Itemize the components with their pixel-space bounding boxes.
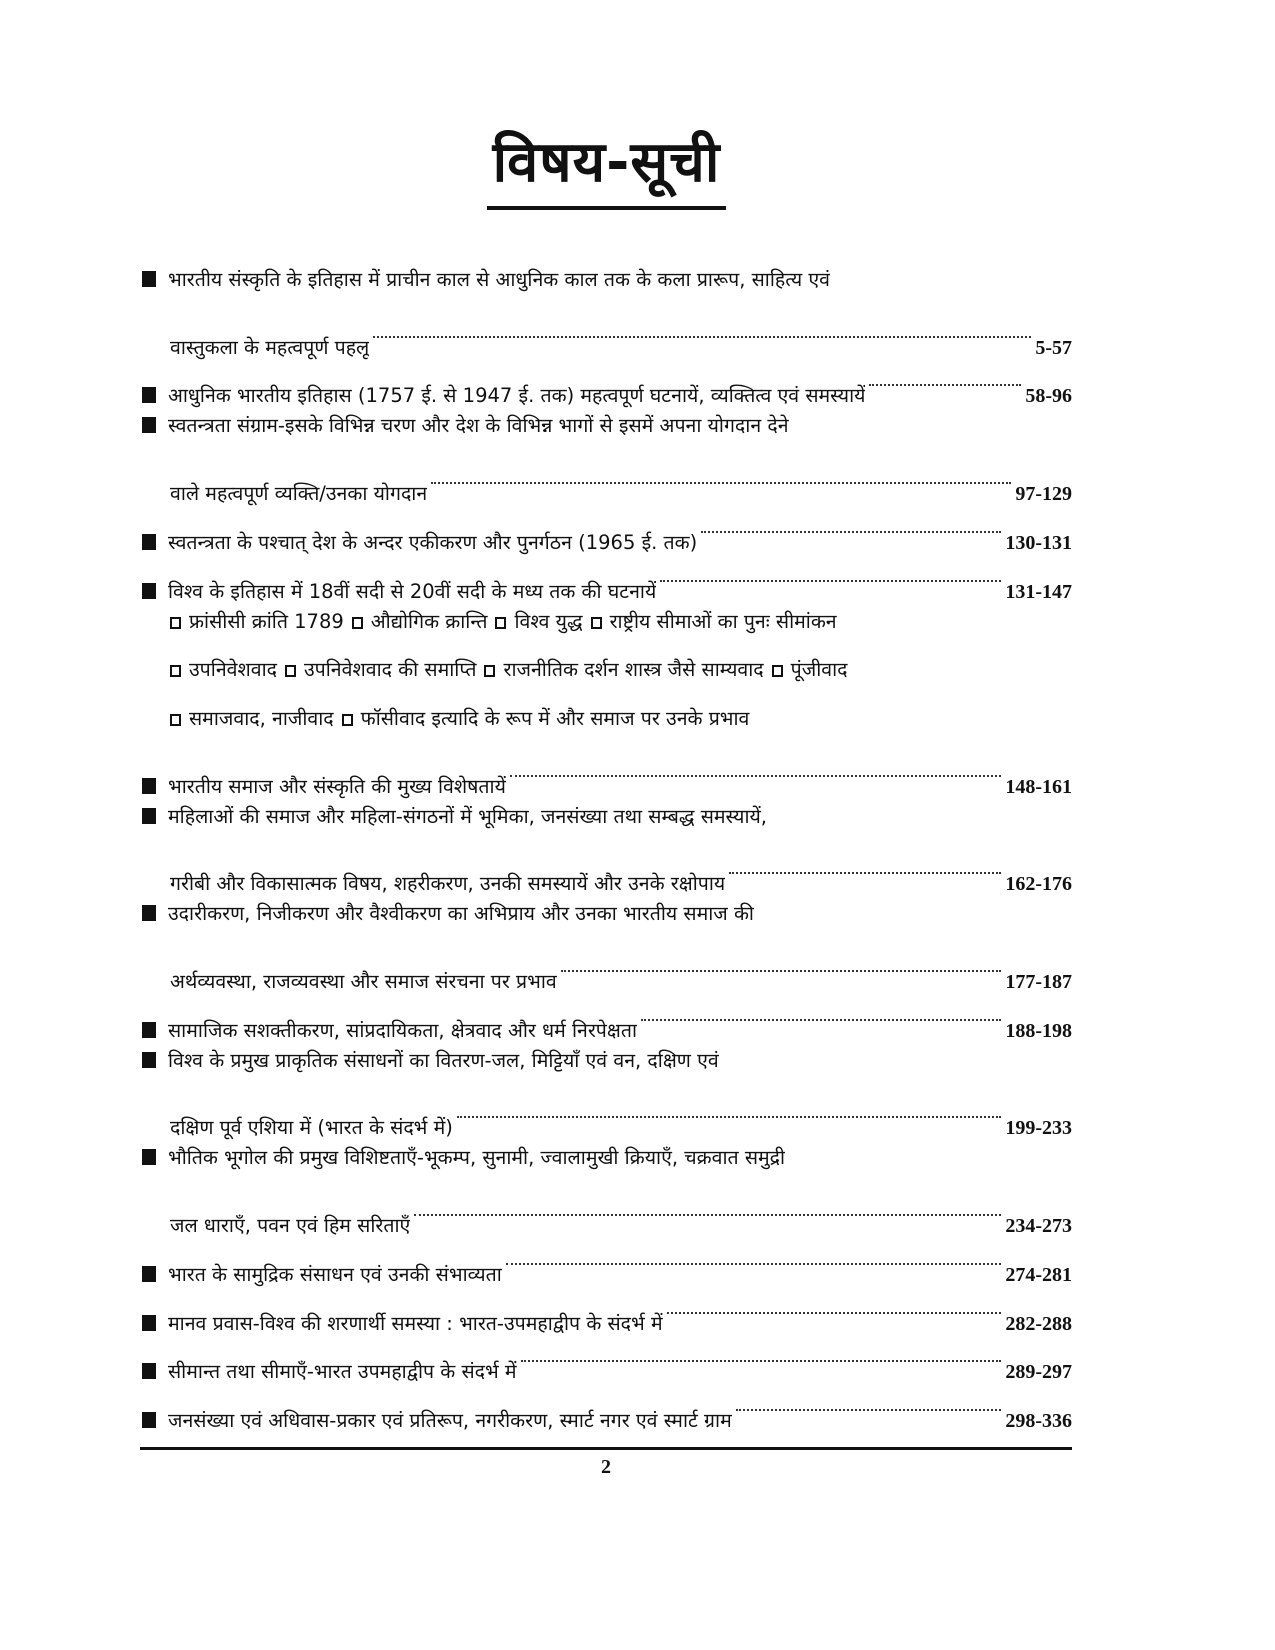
hollow-square-icon	[495, 617, 506, 629]
toc-entry-text: भारत के सामुद्रिक संसाधन एवं उनकी संभाव्यता	[168, 1262, 502, 1286]
toc-entry-text: स्वतन्त्रता संग्राम-इसके विभिन्न चरण और देश के विभिन्न भागों से इसमें अपना योगदान देने	[168, 414, 789, 438]
subtopic-item	[772, 646, 848, 695]
subtopic-item	[591, 598, 837, 647]
page-range: 177-187	[1005, 970, 1072, 993]
hollow-square-icon	[591, 617, 602, 629]
subtopic-item	[285, 646, 476, 695]
toc-entry-line	[142, 939, 1072, 993]
toc-entry-text: वास्तुकला के महत्वपूर्ण पहलू	[170, 335, 370, 359]
dot-leader	[667, 1281, 1002, 1330]
page-range: 58-96	[1025, 385, 1072, 408]
hollow-square-icon	[285, 665, 296, 677]
toc-entry-text: आधुनिक भारतीय इतिहास (1757 ई. से 1947 ई. तक) महत्वपूर्ण घटनायें, व्यक्तित्व एवं समस्यायें	[168, 384, 866, 408]
hollow-square-icon	[352, 617, 363, 629]
hollow-square-icon	[170, 617, 181, 629]
page-range: 148-161	[1005, 775, 1072, 798]
toc-entry-text: गरीबी और विकासात्मक विषय, शहरीकरण, उनकी समस्यायें और उनके रक्षोपाय	[170, 872, 726, 896]
subtopic-line	[142, 695, 1072, 744]
dot-leader	[701, 500, 1001, 549]
subtopic-text: फ्रांसीसी क्रांति 1789	[189, 609, 344, 633]
subtopic-text: राजनीतिक दर्शन शास्त्र जैसे साम्यवाद	[503, 658, 764, 682]
dot-leader	[373, 305, 1031, 354]
toc-entry-text: भारतीय समाज और संस्कृति की मुख्य विशेषतायें	[168, 774, 506, 798]
bullet-square-icon	[142, 1022, 156, 1038]
subtopic-item	[170, 598, 344, 647]
page-number: 2	[601, 1456, 611, 1478]
subtopic-text: समाजवाद, नाजीवाद	[189, 707, 334, 731]
page-range: 282-288	[1005, 1312, 1072, 1335]
bullet-square-icon	[142, 1149, 156, 1165]
dot-leader	[561, 939, 1002, 988]
bullet-square-icon	[142, 583, 156, 599]
subtopic-item	[342, 695, 750, 744]
toc-entry-line	[142, 1037, 1072, 1086]
bullet-square-icon	[142, 387, 156, 403]
toc-entry-text: सामाजिक सशक्तीकरण, सांप्रदायिकता, क्षेत्रवाद और धर्म निरपेक्षता	[168, 1018, 638, 1042]
hollow-square-icon	[484, 665, 495, 677]
bullet-square-icon	[142, 1315, 156, 1331]
hollow-square-icon	[342, 714, 353, 726]
hollow-square-icon	[170, 665, 181, 677]
page-title: विषय-सूची	[487, 128, 727, 210]
subtopic-item	[495, 598, 582, 647]
subtopic-text: औद्योगिक क्रान्ति	[370, 609, 488, 633]
subtopic-item	[170, 695, 334, 744]
table-of-contents	[142, 256, 1072, 1433]
subtopic-line	[142, 646, 1072, 695]
page-range: 188-198	[1005, 1019, 1072, 1042]
toc-entry-line	[142, 305, 1072, 359]
page-range: 274-281	[1005, 1263, 1072, 1286]
subtopic-text: उपनिवेशवाद की समाप्ति	[303, 658, 477, 682]
bullet-square-icon	[142, 778, 156, 794]
toc-entry-line	[142, 451, 1072, 505]
page-range: 289-297	[1005, 1361, 1072, 1384]
dot-leader	[641, 988, 1001, 1037]
page-range: 5-57	[1035, 336, 1072, 359]
footer-divider	[140, 1447, 1072, 1450]
toc-entry-line	[142, 793, 1072, 842]
subtopic-item	[352, 598, 488, 647]
bullet-square-icon	[142, 1052, 156, 1068]
toc-entry-text: जल धाराएँ, पवन एवं हिम सरिताएँ	[170, 1213, 411, 1237]
toc-entry-line	[142, 256, 1072, 305]
bullet-square-icon	[142, 271, 156, 287]
toc-entry-line	[142, 890, 1072, 939]
bullet-square-icon	[142, 1363, 156, 1379]
subtopic-item	[170, 646, 277, 695]
subtopic-item	[484, 646, 763, 695]
dot-leader	[506, 1232, 1002, 1281]
hollow-square-icon	[772, 665, 783, 677]
dot-leader	[414, 1183, 1001, 1232]
toc-entry-text: महिलाओं की समाज और महिला-संगठनों में भूमिका, जनसंख्या तथा सम्बद्ध समस्यायें,	[168, 804, 768, 828]
bullet-square-icon	[142, 1266, 156, 1282]
subtopic-text: उपनिवेशवाद	[189, 658, 277, 682]
page-range: 298-336	[1005, 1410, 1072, 1433]
toc-entry-text: दक्षिण पूर्व एशिया में (भारत के संदर्भ में)	[170, 1116, 453, 1140]
bullet-square-icon	[142, 534, 156, 550]
toc-entry-text: वाले महत्वपूर्ण व्यक्ति/उनका योगदान	[170, 481, 428, 505]
page-range: 97-129	[1015, 482, 1072, 505]
dot-leader	[660, 549, 1001, 598]
page-range: 131-147	[1005, 580, 1072, 603]
toc-entry-line	[142, 842, 1072, 896]
subtopic-text: राष्ट्रीय सीमाओं का पुनः सीमांकन	[609, 609, 837, 633]
toc-entry-text: सीमान्त तथा सीमाएँ-भारत उपमहाद्वीप के संदर्भ में	[168, 1360, 517, 1384]
page-range: 199-233	[1005, 1117, 1072, 1140]
dot-leader	[431, 451, 1011, 500]
bullet-square-icon	[142, 905, 156, 921]
toc-entry-line	[142, 1183, 1072, 1237]
title-wrapper	[0, 128, 1213, 210]
subtopic-line	[142, 598, 1072, 647]
toc-entry-text: उदारीकरण, निजीकरण और वैश्वीकरण का अभिप्राय और उनका भारतीय समाज की	[168, 902, 754, 926]
dot-leader	[869, 354, 1021, 403]
bullet-square-icon	[142, 808, 156, 824]
page-range: 162-176	[1005, 873, 1072, 896]
subtopic-text: फॉसीवाद इत्यादि के रूप में और समाज पर उनके प्रभाव	[360, 707, 750, 731]
toc-entry-line	[142, 1134, 1072, 1183]
toc-entry-text: स्वतन्त्रता के पश्चात् देश के अन्दर एकीकरण और पुनर्गठन (1965 ई. तक)	[168, 530, 698, 554]
page-range: 234-273	[1005, 1214, 1072, 1237]
dot-leader	[729, 842, 1001, 891]
dot-leader	[521, 1330, 1002, 1379]
dot-leader	[510, 744, 1001, 793]
toc-entry-line	[142, 1086, 1072, 1140]
toc-entry-text: जनसंख्या एवं अधिवास-प्रकार एवं प्रतिरूप, नगरीकरण, स्मार्ट नगर एवं स्मार्ट ग्राम	[168, 1409, 732, 1433]
toc-entry-line	[142, 744, 1072, 798]
hollow-square-icon	[170, 714, 181, 726]
bullet-square-icon	[142, 417, 156, 433]
toc-entry-text: अर्थव्यवस्था, राजव्यवस्था और समाज संरचना पर प्रभाव	[170, 969, 557, 993]
toc-entry-text: मानव प्रवास-विश्व की शरणार्थी समस्या : भारत-उपमहाद्वीप के संदर्भ में	[168, 1311, 663, 1335]
bullet-square-icon	[142, 1412, 156, 1428]
page-range: 130-131	[1005, 531, 1072, 554]
toc-entry-text: विश्व के इतिहास में 18वीं सदी से 20वीं सदी के मध्य तक की घटनायें	[168, 579, 657, 603]
toc-entry-text: भारतीय संस्कृति के इतिहास में प्राचीन काल से आधुनिक काल तक के कला प्रारूप, साहित्य एवं	[168, 268, 831, 291]
subtopic-text: विश्व युद्ध	[514, 609, 583, 633]
toc-entry-text: भौतिक भूगोल की प्रमुख विशिष्टताएँ-भूकम्प, सुनामी, ज्वालामुखी क्रियाएँ, चक्रवात समुद्री	[168, 1146, 786, 1170]
dot-leader	[736, 1378, 1002, 1427]
toc-entry-line	[142, 402, 1072, 451]
toc-entry-text: विश्व के प्रमुख प्राकृतिक संसाधनों का वितरण-जल, मिट्टियाँ एवं वन, दक्षिण एवं	[168, 1048, 719, 1072]
subtopic-text: पूंजीवाद	[790, 658, 848, 682]
dot-leader	[457, 1086, 1001, 1135]
